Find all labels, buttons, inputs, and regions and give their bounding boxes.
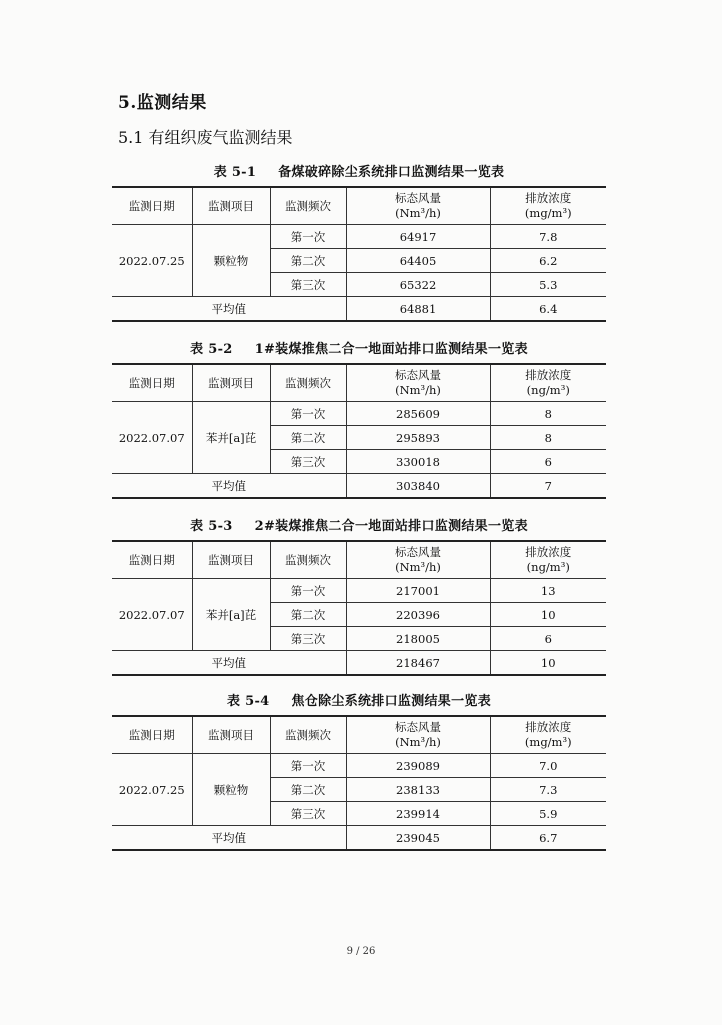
header-conc-line1: 排放浓度 — [525, 368, 572, 382]
table-row — [112, 225, 606, 249]
header-conc — [490, 187, 606, 225]
cell-conc: 13 — [490, 579, 606, 603]
table-title: 1#装煤推焦二合一地面站排口监测结果一览表 — [254, 342, 528, 357]
monitoring-table — [112, 715, 606, 851]
table-row — [112, 579, 606, 603]
header-flow-line1: 标态风量 — [395, 191, 441, 205]
table-number: 表 5-4 — [226, 694, 270, 709]
table-average-row — [112, 651, 606, 676]
header-freq: 监测频次 — [270, 541, 346, 579]
cell-conc: 5.9 — [490, 802, 606, 826]
monitoring-table — [112, 540, 606, 676]
cell-avg-conc: 6.7 — [490, 826, 606, 851]
cell-avg-conc: 6.4 — [490, 297, 606, 322]
table-number: 表 5-3 — [190, 519, 233, 534]
header-conc — [490, 716, 606, 754]
cell-flow: 64405 — [346, 249, 490, 273]
table-block-5-3 — [112, 514, 606, 676]
cell-freq: 第二次 — [270, 426, 346, 450]
cell-freq: 第一次 — [270, 754, 346, 778]
cell-freq: 第一次 — [270, 579, 346, 603]
table-average-row — [112, 826, 606, 851]
header-flow — [346, 716, 490, 754]
cell-avg-label: 平均值 — [112, 297, 346, 322]
header-conc-unit: (ng/m³) — [526, 383, 570, 397]
header-flow — [346, 187, 490, 225]
table-average-row — [112, 297, 606, 322]
header-conc-line1: 排放浓度 — [525, 720, 572, 734]
cell-flow: 218005 — [346, 627, 490, 651]
header-item: 监测项目 — [192, 716, 270, 754]
cell-conc: 8 — [490, 426, 606, 450]
table-block-5-4 — [112, 689, 606, 851]
header-conc-line1: 排放浓度 — [525, 545, 572, 559]
header-item: 监测项目 — [192, 541, 270, 579]
header-date: 监测日期 — [112, 716, 192, 754]
header-date: 监测日期 — [112, 187, 192, 225]
cell-conc: 6 — [490, 627, 606, 651]
table-header-row — [112, 364, 606, 402]
header-flow-line1: 标态风量 — [395, 368, 441, 382]
table-header-row — [112, 541, 606, 579]
page-number: 9 / 26 — [346, 946, 376, 957]
table-title: 2#装煤推焦二合一地面站排口监测结果一览表 — [254, 519, 528, 534]
header-freq: 监测频次 — [270, 187, 346, 225]
subsection-title: 5.1 有组织废气监测结果 — [118, 128, 293, 147]
table-caption — [112, 689, 606, 715]
cell-avg-label: 平均值 — [112, 474, 346, 499]
header-freq: 监测频次 — [270, 716, 346, 754]
cell-freq: 第三次 — [270, 273, 346, 297]
section-title: 5.监测结果 — [118, 93, 207, 113]
cell-conc: 6.2 — [490, 249, 606, 273]
table-row — [112, 754, 606, 778]
cell-item: 苯并[a]芘 — [192, 402, 270, 474]
header-conc-unit: (mg/m³) — [524, 206, 572, 220]
table-block-5-1 — [112, 160, 606, 322]
cell-flow: 65322 — [346, 273, 490, 297]
cell-date: 2022.07.07 — [112, 402, 192, 474]
table-row — [112, 402, 606, 426]
header-date: 监测日期 — [112, 541, 192, 579]
cell-flow: 330018 — [346, 450, 490, 474]
cell-item: 颗粒物 — [192, 754, 270, 826]
header-conc — [490, 541, 606, 579]
table-caption — [112, 160, 606, 186]
header-flow — [346, 541, 490, 579]
header-flow-line1: 标态风量 — [395, 545, 441, 559]
header-flow-line1: 标态风量 — [395, 720, 441, 734]
header-flow-line2: (Nm³/h) — [395, 383, 441, 397]
header-conc-unit: (ng/m³) — [526, 560, 570, 574]
cell-avg-flow: 239045 — [346, 826, 490, 851]
cell-flow: 239089 — [346, 754, 490, 778]
cell-conc: 7.3 — [490, 778, 606, 802]
cell-avg-flow: 218467 — [346, 651, 490, 676]
header-flow-line2: (Nm³/h) — [395, 206, 441, 220]
monitoring-table — [112, 186, 606, 322]
cell-freq: 第三次 — [270, 450, 346, 474]
cell-freq: 第二次 — [270, 778, 346, 802]
table-title: 焦仓除尘系统排口监测结果一览表 — [291, 694, 492, 709]
cell-flow: 295893 — [346, 426, 490, 450]
header-item: 监测项目 — [192, 364, 270, 402]
cell-freq: 第一次 — [270, 225, 346, 249]
header-conc-unit: (mg/m³) — [524, 735, 572, 749]
header-flow-line2: (Nm³/h) — [395, 735, 441, 749]
cell-avg-conc: 7 — [490, 474, 606, 499]
cell-avg-label: 平均值 — [112, 826, 346, 851]
cell-avg-flow: 64881 — [346, 297, 490, 322]
cell-conc: 7.0 — [490, 754, 606, 778]
cell-avg-flow: 303840 — [346, 474, 490, 499]
table-number: 表 5-2 — [190, 342, 233, 357]
header-conc-line1: 排放浓度 — [525, 191, 572, 205]
table-average-row — [112, 474, 606, 499]
cell-date: 2022.07.07 — [112, 579, 192, 651]
table-caption — [112, 337, 606, 363]
table-title: 备煤破碎除尘系统排口监测结果一览表 — [278, 165, 505, 180]
cell-conc: 6 — [490, 450, 606, 474]
cell-flow: 217001 — [346, 579, 490, 603]
cell-date: 2022.07.25 — [112, 225, 192, 297]
header-item: 监测项目 — [192, 187, 270, 225]
cell-item: 颗粒物 — [192, 225, 270, 297]
table-number: 表 5-1 — [213, 165, 257, 180]
cell-freq: 第三次 — [270, 802, 346, 826]
table-caption — [112, 514, 606, 540]
table-header-row — [112, 187, 606, 225]
cell-conc: 7.8 — [490, 225, 606, 249]
header-date: 监测日期 — [112, 364, 192, 402]
cell-freq: 第一次 — [270, 402, 346, 426]
header-flow — [346, 364, 490, 402]
cell-flow: 239914 — [346, 802, 490, 826]
cell-avg-label: 平均值 — [112, 651, 346, 676]
table-header-row — [112, 716, 606, 754]
cell-flow: 220396 — [346, 603, 490, 627]
cell-conc: 5.3 — [490, 273, 606, 297]
cell-flow: 64917 — [346, 225, 490, 249]
cell-conc: 10 — [490, 603, 606, 627]
cell-flow: 285609 — [346, 402, 490, 426]
cell-date: 2022.07.25 — [112, 754, 192, 826]
monitoring-table — [112, 363, 606, 499]
header-freq: 监测频次 — [270, 364, 346, 402]
cell-avg-conc: 10 — [490, 651, 606, 676]
cell-freq: 第二次 — [270, 249, 346, 273]
header-conc — [490, 364, 606, 402]
table-block-5-2 — [112, 337, 606, 499]
header-flow-line2: (Nm³/h) — [395, 560, 441, 574]
cell-freq: 第二次 — [270, 603, 346, 627]
cell-freq: 第三次 — [270, 627, 346, 651]
cell-item: 苯并[a]芘 — [192, 579, 270, 651]
cell-conc: 8 — [490, 402, 606, 426]
cell-flow: 238133 — [346, 778, 490, 802]
